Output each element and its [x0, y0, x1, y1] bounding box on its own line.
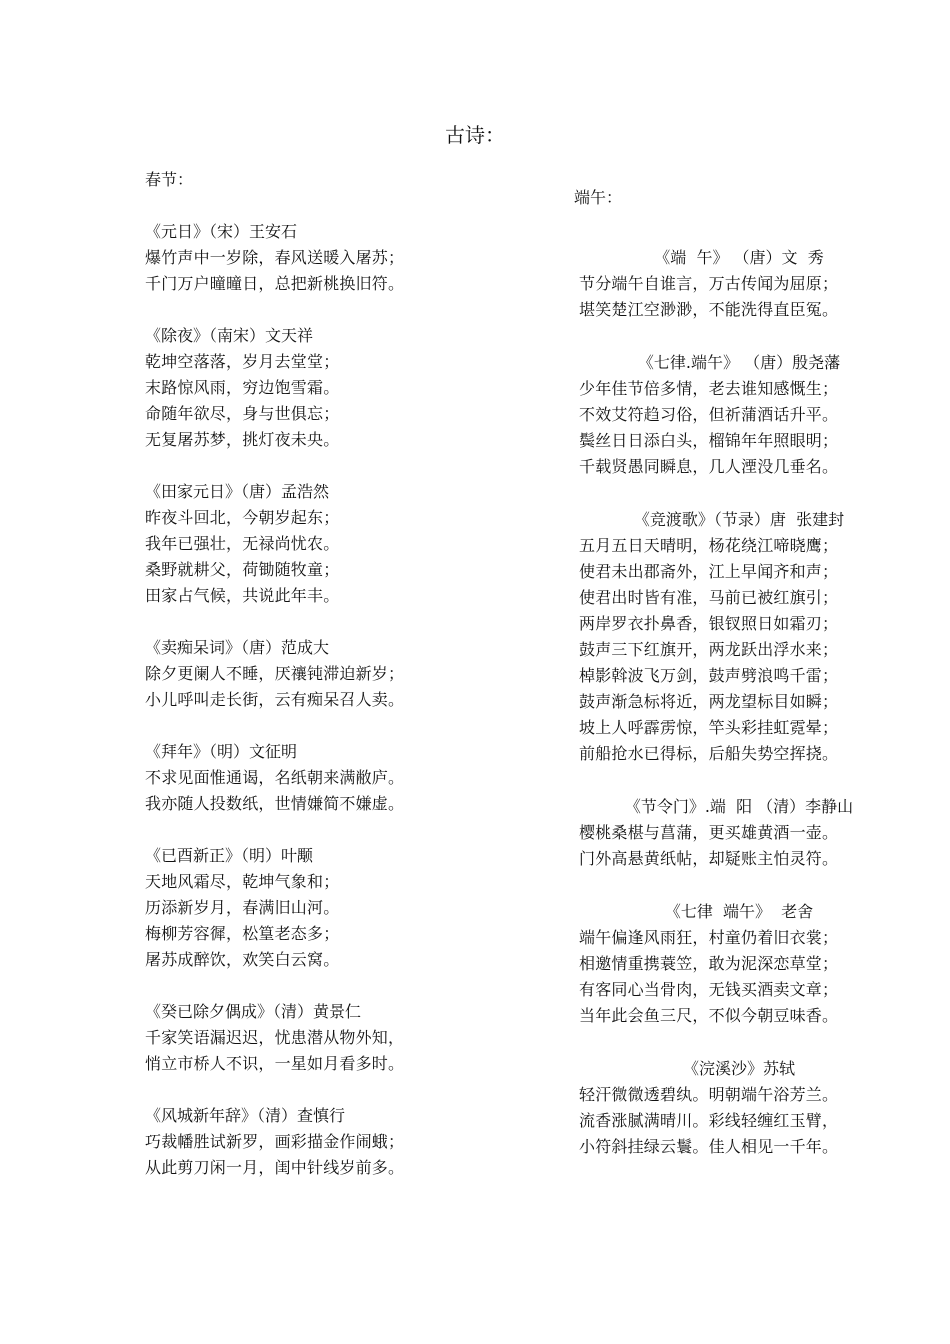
poem-block [574, 350, 904, 480]
poem-line: 命随年欲尽，身与世俱忘； [145, 404, 340, 423]
poem-line: 巧裁幡胜试新罗，画彩描金作闹蛾； [145, 1132, 405, 1151]
poem-title: 《已酉新正》（明）叶颙 [145, 846, 314, 865]
poem-title: 《拜年》（明）文征明 [145, 742, 298, 761]
poem-block [145, 635, 475, 713]
poem-line: 不效艾符趋习俗，但祈蒲酒话升平。 [579, 405, 839, 424]
poem-title: 《癸已除夕偶成》（清）黄景仁 [145, 1002, 362, 1021]
poem-line: 从此剪刀闲一月，闺中针线岁前多。 [145, 1158, 405, 1177]
section-heading-spring-festival: 春节： [145, 170, 194, 189]
poem-block [145, 1103, 475, 1181]
poem-block [145, 479, 475, 609]
poem-line: 爆竹声中一岁除，春风送暖入屠苏； [145, 248, 405, 267]
poem-block [574, 245, 904, 323]
poem-line: 鬓丝日日添白头，榴锦年年照眼明； [579, 431, 839, 450]
poem-line: 坡上人呼霹雳惊，竿头彩挂虹霓晕； [579, 718, 839, 737]
poem-block [145, 739, 475, 817]
poem-line: 节分端午自谁言，万古传闻为屈原； [579, 274, 839, 293]
poem-line: 有客同心当骨肉，无钱买酒卖文章； [579, 980, 839, 999]
poem-title: 《浣溪沙》苏轼 [682, 1059, 795, 1078]
poem-line: 昨夜斗回北，今朝岁起东； [145, 508, 340, 527]
poem-line: 端午偏逢风雨狂，村童仍着旧衣裳； [579, 928, 839, 947]
poem-block [145, 219, 475, 297]
poem-title: 《田家元日》（唐）孟浩然 [145, 482, 330, 501]
poem-line: 五月五日天晴明，杨花绕江啼晓鹰； [579, 536, 839, 555]
poem-title: 《风城新年辞》（清）查慎行 [145, 1106, 346, 1125]
poem-list [574, 245, 904, 1160]
poem-line: 天地风霜尽，乾坤气象和； [145, 872, 340, 891]
poem-line: 樱桃桑椹与菖蒲，更买雄黄酒一壶。 [579, 823, 839, 842]
poem-line: 使君未出郡斋外，江上早闻齐和声； [579, 562, 839, 581]
poem-title: 《端 午》 （唐）文 秀 [654, 248, 824, 267]
poem-line: 我亦随人投数纸，世情嫌简不嫌虚。 [145, 794, 405, 813]
poem-line: 使君出时皆有准，马前已被红旗引； [579, 588, 839, 607]
poem-line: 轻汗微微透碧纨。明朝端午浴芳兰。 [579, 1085, 839, 1104]
poem-title: 《七律.端午》 （唐）殷尧藩 [637, 353, 841, 372]
poem-line: 千载贤愚同瞬息，几人湮没几垂名。 [579, 457, 839, 476]
poem-title: 《节令门》.端 阳 （清）李静山 [624, 797, 854, 816]
poem-line: 门外高悬黄纸帖，却疑账主怕灵符。 [579, 849, 839, 868]
poem-line: 前船抢水已得标，后船失势空挥挠。 [579, 744, 839, 763]
left-column [145, 167, 475, 1207]
poem-line: 历添新岁月，春满旧山河。 [145, 898, 340, 917]
poem-line: 不求见面惟通谒，名纸朝来满敝庐。 [145, 768, 405, 787]
poem-block [145, 999, 475, 1077]
poem-line: 悄立市桥人不识，一星如月看多时。 [145, 1054, 405, 1073]
poem-line: 梅柳芳容徲，松篁老态多； [145, 924, 340, 943]
section-heading-dragon-boat: 端午： [574, 188, 623, 207]
poem-line: 乾坤空落落，岁月去堂堂； [145, 352, 340, 371]
poem-line: 少年佳节倍多情，老去谁知感慨生； [579, 379, 839, 398]
poem-block [145, 323, 475, 453]
poem-title: 《七律 端午》 老舍 [664, 902, 814, 921]
poem-title: 《除夜》（南宋）文天祥 [145, 326, 314, 345]
poem-title: 《竞渡歌》（节录）唐 张建封 [633, 510, 845, 529]
poem-line: 棹影斡波飞万剑，鼓声劈浪鸣千雷； [579, 666, 839, 685]
poem-block [145, 843, 475, 973]
poem-line: 桑野就耕父，荷锄随牧童； [145, 560, 340, 579]
poem-line: 堪笑楚江空渺渺，不能洗得直臣冤。 [579, 300, 839, 319]
poem-line: 鼓声渐急标将近，两龙望标目如瞬； [579, 692, 839, 711]
poem-line: 除夕更阑人不睡，厌禳钝滞迫新岁； [145, 664, 405, 683]
poem-line: 田家占气候，共说此年丰。 [145, 586, 340, 605]
poem-line: 千家笑语漏迟迟，忧患潜从物外知， [145, 1028, 405, 1047]
poem-block [574, 794, 904, 872]
poem-line: 小儿呼叫走长街，云有痴呆召人卖。 [145, 690, 405, 709]
right-column [574, 185, 904, 1187]
poem-list [145, 219, 475, 1181]
poem-title: 《卖痴呆词》（唐）范成大 [145, 638, 330, 657]
poem-line: 屠苏成醉饮，欢笑白云窝。 [145, 950, 340, 969]
poem-line: 当年此会鱼三尺，不似今朝豆味香。 [579, 1006, 839, 1025]
poem-block [574, 899, 904, 1029]
poem-block [574, 1056, 904, 1160]
poem-line: 无复屠苏梦，挑灯夜未央。 [145, 430, 340, 449]
poem-line: 两岸罗衣扑鼻香，银钗照日如霜刃； [579, 614, 839, 633]
poem-line: 流香涨腻满晴川。彩线轻缠红玉臂， [579, 1111, 839, 1130]
poem-title: 《元日》（宋）王安石 [145, 222, 298, 241]
poem-line: 千门万户曈曈日，总把新桃换旧符。 [145, 274, 405, 293]
poem-line: 相邀情重携蓑笠，敢为泥深恋草堂； [579, 954, 839, 973]
poem-line: 我年已强壮，无禄尚忧农。 [145, 534, 340, 553]
poem-block [574, 507, 904, 767]
poem-line: 鼓声三下红旗开，两龙跃出浮水来； [579, 640, 839, 659]
poem-line: 小符斜挂绿云鬟。佳人相见一千年。 [579, 1137, 839, 1156]
poem-line: 末路惊风雨，穷边饱雪霜。 [145, 378, 340, 397]
page-title: 古诗： [445, 123, 505, 147]
